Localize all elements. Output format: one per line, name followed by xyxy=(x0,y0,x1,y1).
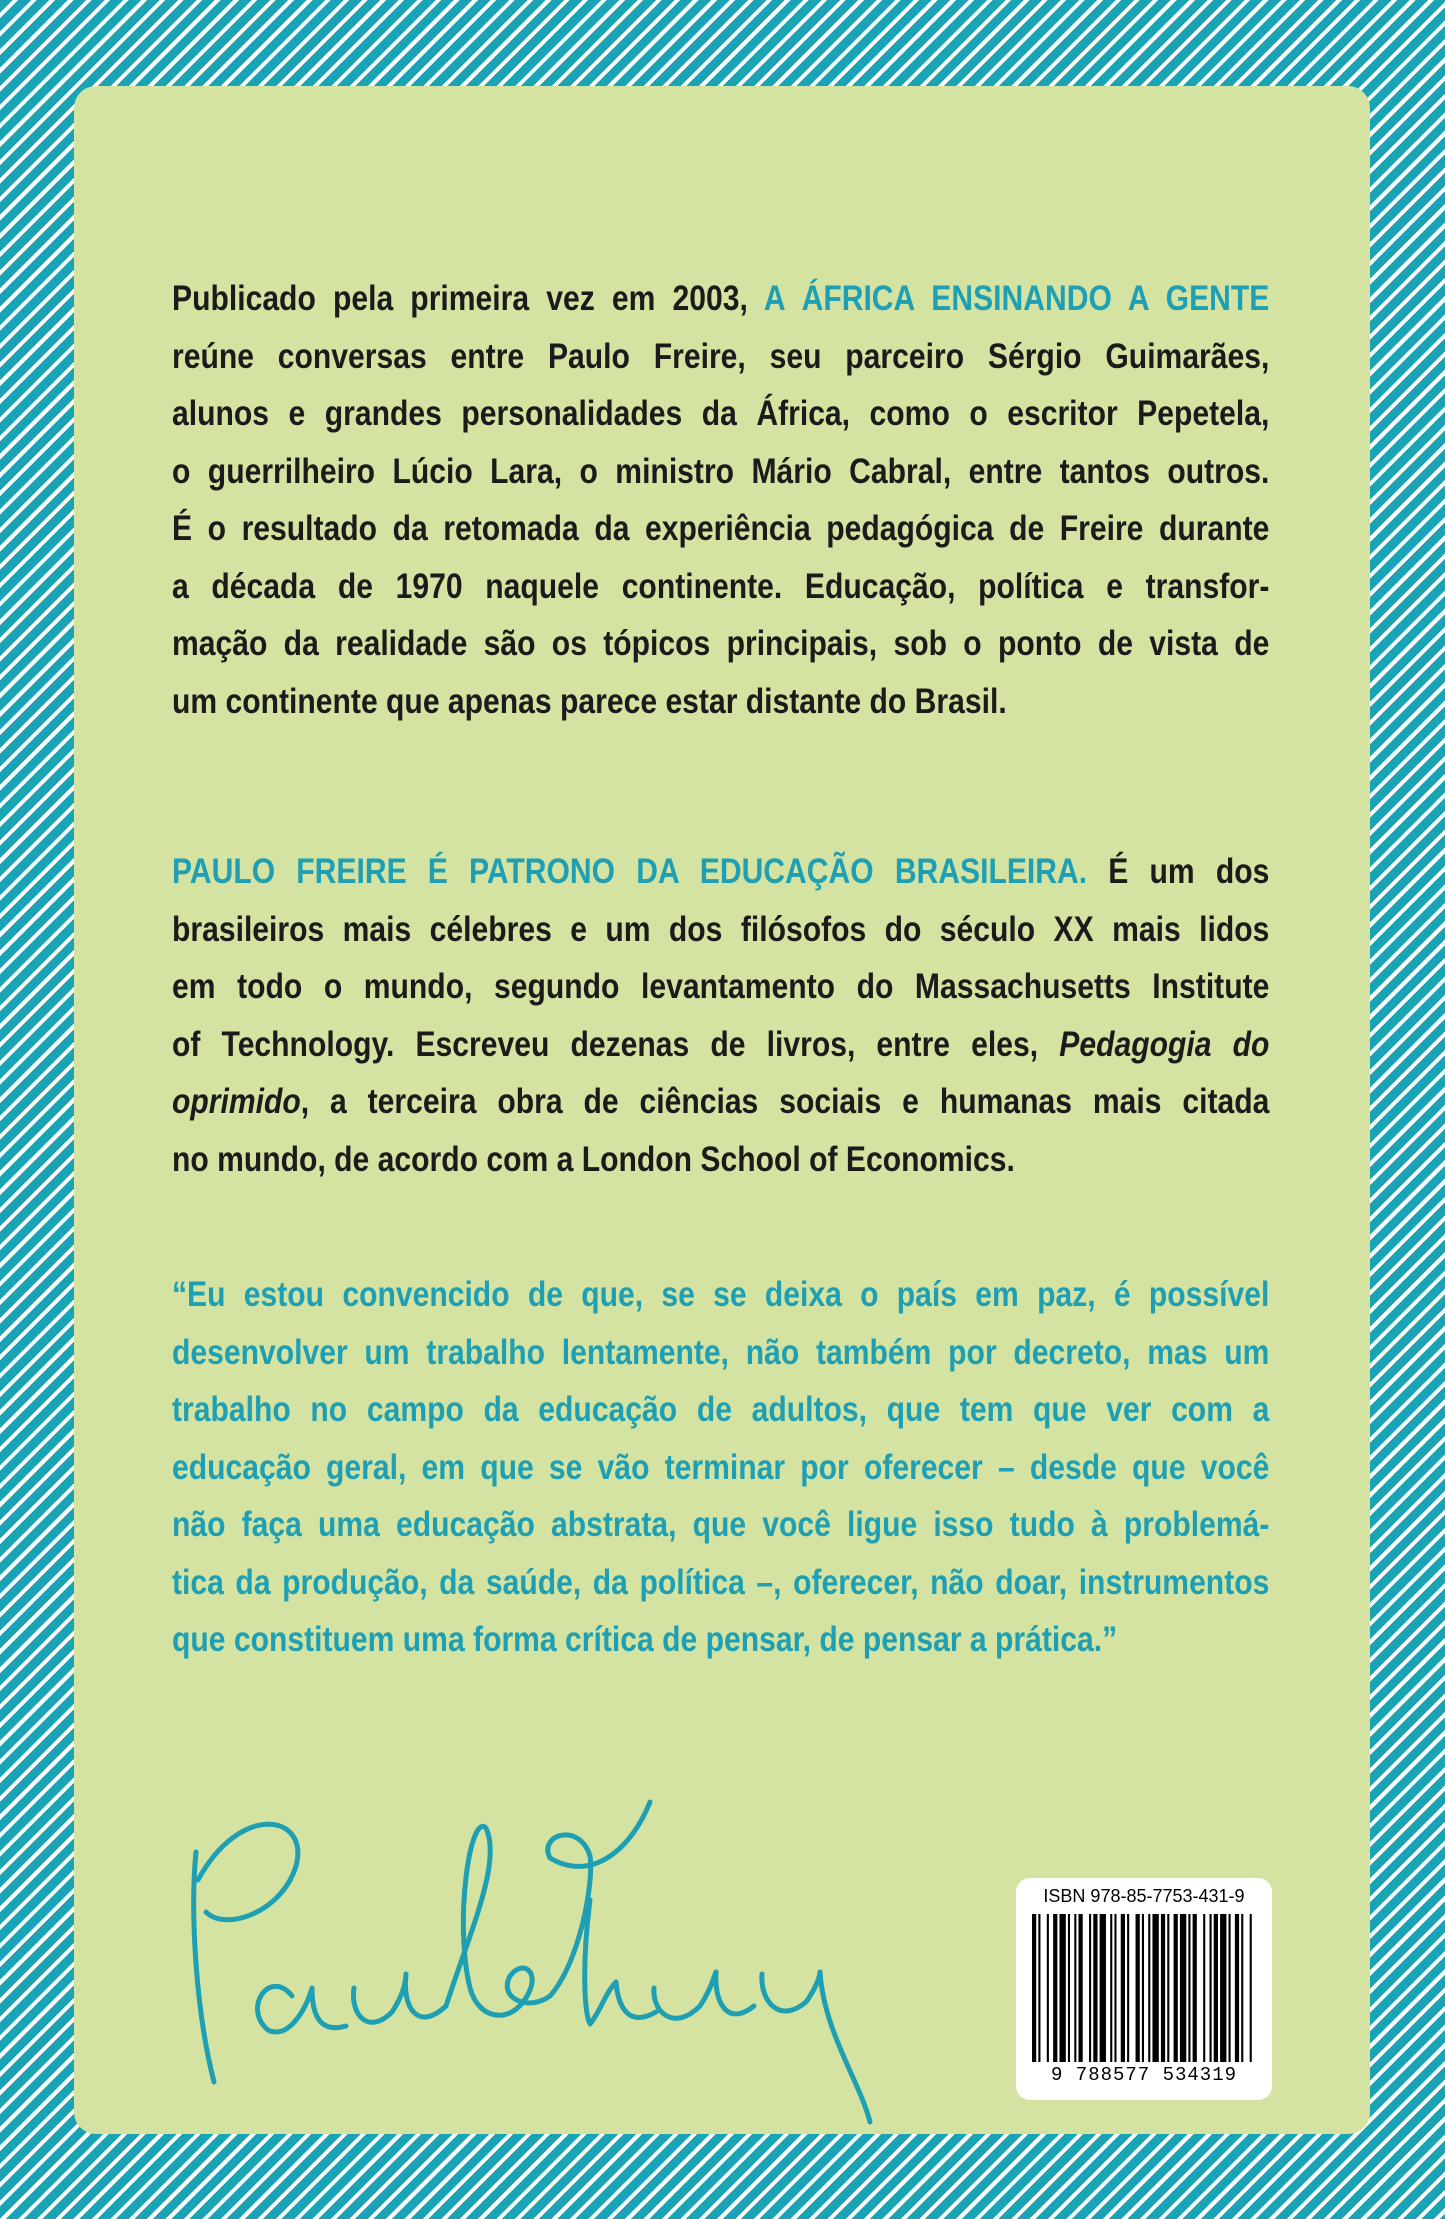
freire-quote xyxy=(172,1266,1269,1669)
description-line: um continente que apenas parece estar distante do Brasil. xyxy=(172,681,1007,721)
bio-line: oprimido, a terceira obra de ciências sociais e humanas mais citada xyxy=(172,1082,1270,1121)
author-signature xyxy=(170,1762,970,2132)
description-line: o guerrilheiro Lúcio Lara, o ministro Mário Cabral, entre tantos outros. xyxy=(172,451,1270,491)
bio-line: of Technology. Escreveu dezenas de livros, entre eles, Pedagogia do xyxy=(172,1024,1270,1064)
description-line: a década de 1970 naquele continente. Educação, política e transfor- xyxy=(172,566,1270,606)
isbn-number: ISBN 978-85-7753-431-9 xyxy=(1043,1886,1245,1906)
quote-line: “Eu estou convencido de que, se se deixa o país em paz, é possível xyxy=(172,1275,1270,1314)
bio-line: brasileiros mais célebres e um dos filósofos do século XX mais lidos xyxy=(172,909,1270,949)
author-bio xyxy=(172,843,1269,1188)
description-line: É o resultado da retomada da experiência pedagógica de Freire durante xyxy=(172,509,1270,548)
book-reference: Pedagogia do xyxy=(1059,1024,1270,1064)
book-description xyxy=(172,270,1269,730)
description-line: reúne conversas entre Paulo Freire, seu parceiro Sérgio Guimarães, xyxy=(172,336,1270,376)
quote-line: que constituem uma forma crítica de pensar, de pensar a prática.” xyxy=(172,1620,1118,1659)
bio-line: no mundo, de acordo com a London School of Economics. xyxy=(172,1139,1015,1179)
quote-line: não faça uma educação abstrata, que você ligue isso tudo à problemá- xyxy=(172,1505,1270,1544)
bio-line: em todo o mundo, segundo levantamento do Massachusetts Institute xyxy=(172,967,1270,1006)
book-reference: oprimido xyxy=(172,1082,301,1121)
quote-line: desenvolver um trabalho lentamente, não também por decreto, mas um xyxy=(172,1332,1270,1372)
quote-line: tica da produção, da saúde, da política –, oferecer, não doar, instrumentos xyxy=(172,1562,1270,1602)
bio-line: PAULO FREIRE É PATRONO DA EDUCAÇÃO BRASILEIRA. É um dos xyxy=(172,852,1270,891)
description-line: mação da realidade são os tópicos principais, sob o ponto de vista de xyxy=(172,624,1270,663)
book-title: A ÁFRICA ENSINANDO A GENTE xyxy=(763,279,1270,318)
quote-line: educação geral, em que se vão terminar por oferecer – desde que você xyxy=(172,1447,1270,1487)
barcode-digits: 9 788577 534319 xyxy=(1050,2064,1238,2086)
description-line: alunos e grandes personalidades da África, como o escritor Pepetela, xyxy=(172,394,1270,433)
description-line: Publicado pela primeira vez em 2003, A ÁFRICA ENSINANDO A GENTE xyxy=(172,279,1270,318)
quote-line: trabalho no campo da educação de adultos, que tem que ver com a xyxy=(172,1390,1270,1429)
author-heading: PAULO FREIRE É PATRONO DA EDUCAÇÃO BRASILEIRA. xyxy=(172,852,1088,891)
barcode-icon xyxy=(1032,1914,1256,2062)
barcode-label xyxy=(1016,1878,1272,2100)
back-cover-panel xyxy=(74,86,1370,2134)
